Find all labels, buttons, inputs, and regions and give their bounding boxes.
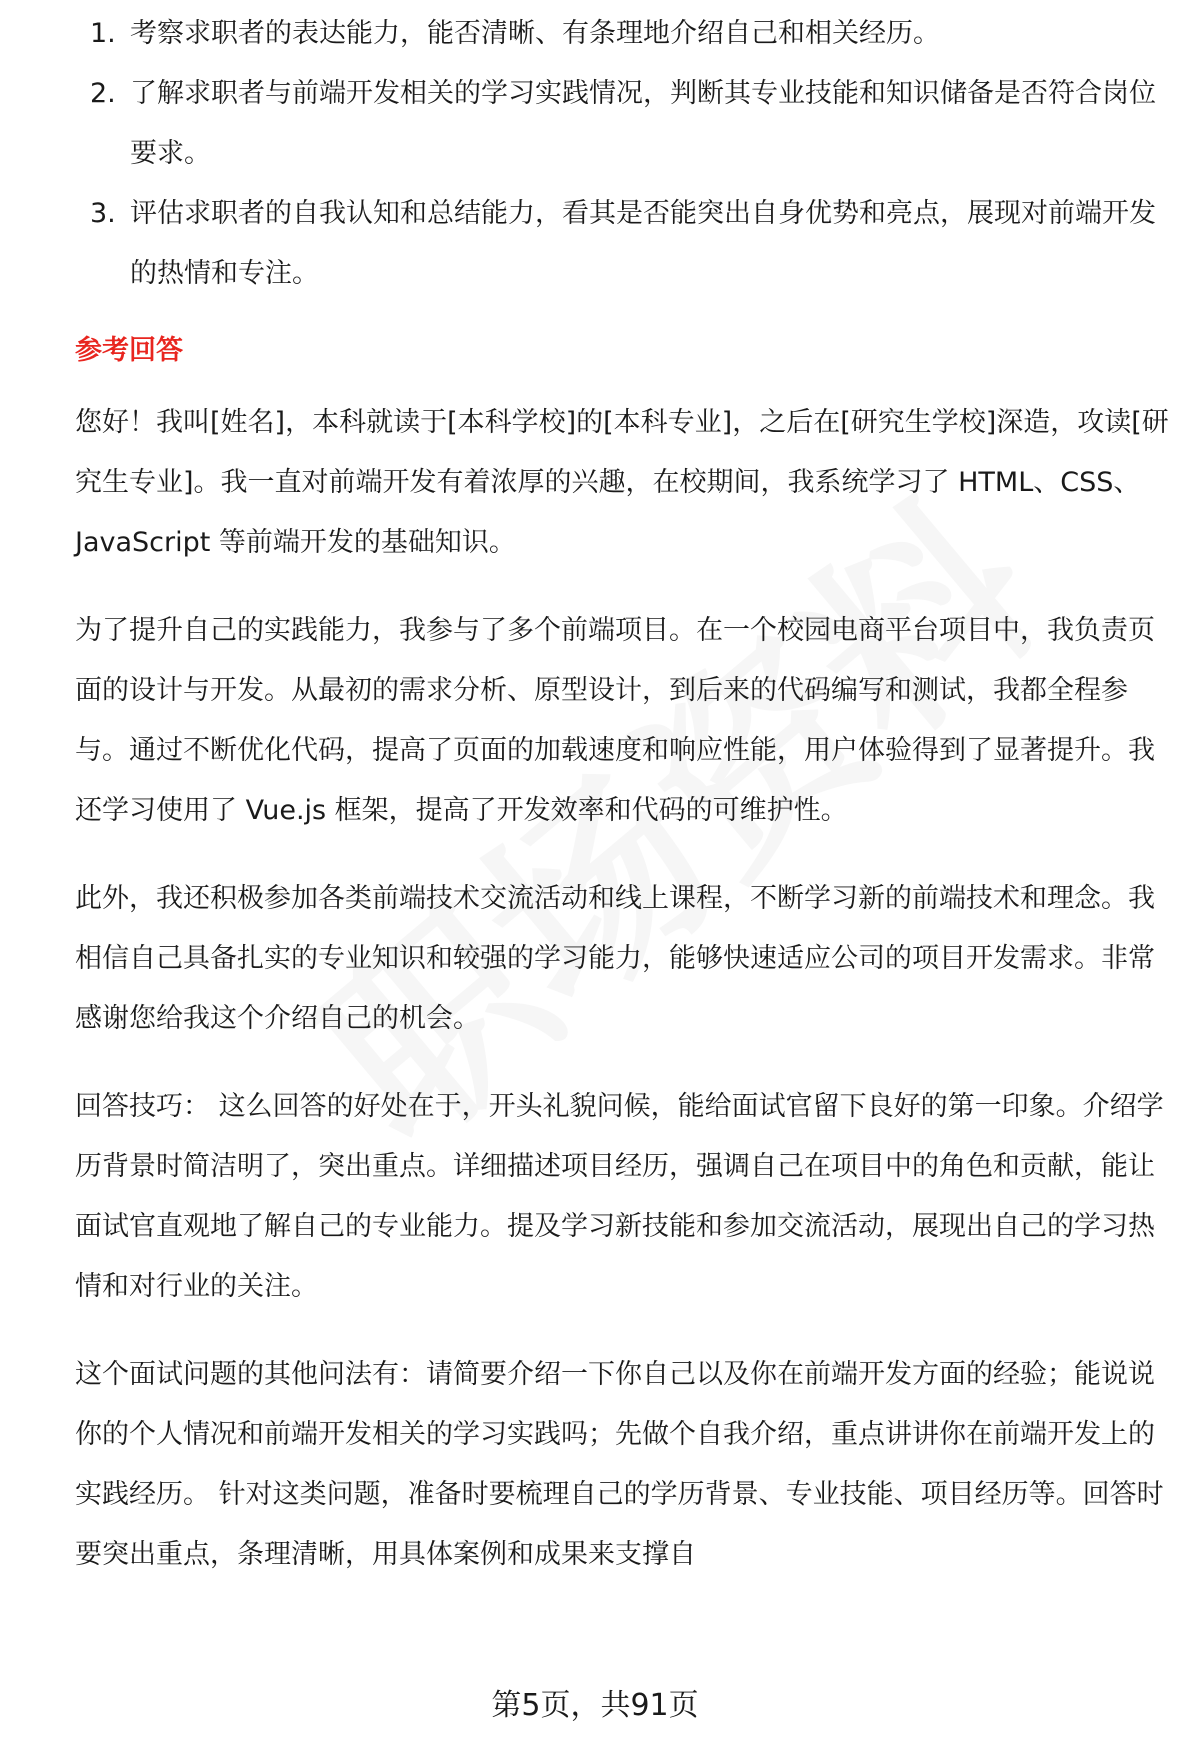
- list-item: [75, 64, 1175, 184]
- tips-paragraph: 回答技巧： 这么回答的好处在于，开头礼貌问候，能给面试官留下良好的第一印象。介绍学历背景时简洁明了，突出重点。详细描述项目经历，强调自己在项目中的角色和贡献，能让面试官直观地了解自己的专业能力。提及学习新技能和参加交流活动，展现出自己的学习热情和对行业的关注。: [75, 1091, 1164, 1302]
- list-item-number: 3.: [90, 198, 116, 229]
- section-title: 参考回答: [75, 335, 183, 366]
- list-item: [75, 184, 1175, 304]
- answer-paragraph-closing: 此外，我还积极参加各类前端技术交流活动和线上课程，不断学习新的前端技术和理念。我相信自己具备扎实的专业知识和较强的学习能力，能够快速适应公司的项目开发需求。非常感谢您给我这个介绍自己的机会。: [75, 883, 1155, 1034]
- list-item-text: 评估求职者的自我认知和总结能力，看其是否能突出自身优势和亮点，展现对前端开发的热情和专注。: [130, 198, 1156, 289]
- purpose-list: [75, 4, 1175, 304]
- list-item-number: 2.: [90, 78, 116, 109]
- page-footer: 第5页，共91页: [491, 1688, 699, 1723]
- answer-paragraph-intro: 您好！我叫[姓名]，本科就读于[本科学校]的[本科专业]，之后在[研究生学校]深造，攻读[研究生专业]。我一直对前端开发有着浓厚的兴趣，在校期间，我系统学习了 HTML、CSS、JavaScript 等前端开发的基础知识。: [75, 407, 1169, 558]
- list-item-text: 考察求职者的表达能力，能否清晰、有条理地介绍自己和相关经历。: [130, 18, 940, 49]
- other-ways-paragraph: 这个面试问题的其他问法有：请简要介绍一下你自己以及你在前端开发方面的经验；能说说你的个人情况和前端开发相关的学习实践吗；先做个自我介绍，重点讲讲你在前端开发上的实践经历。 针对这类问题，准备时要梳理自己的学历背景、专业技能、项目经历等。回答时要突出重点，条理清晰，用具体案例和成果来支撑自: [75, 1359, 1164, 1570]
- list-item: [75, 4, 1175, 64]
- list-item-number: 1.: [90, 18, 116, 49]
- page-content: [75, 18, 1175, 1613]
- answer-paragraph-projects: 为了提升自己的实践能力，我参与了多个前端项目。在一个校园电商平台项目中，我负责页面的设计与开发。从最初的需求分析、原型设计，到后来的代码编写和测试，我都全程参与。通过不断优化代码，提高了页面的加载速度和响应性能，用户体验得到了显著提升。我还学习使用了 Vue.js 框架，提高了开发效率和代码的可维护性。: [75, 615, 1155, 826]
- list-item-text: 了解求职者与前端开发相关的学习实践情况，判断其专业技能和知识储备是否符合岗位要求。: [130, 78, 1156, 169]
